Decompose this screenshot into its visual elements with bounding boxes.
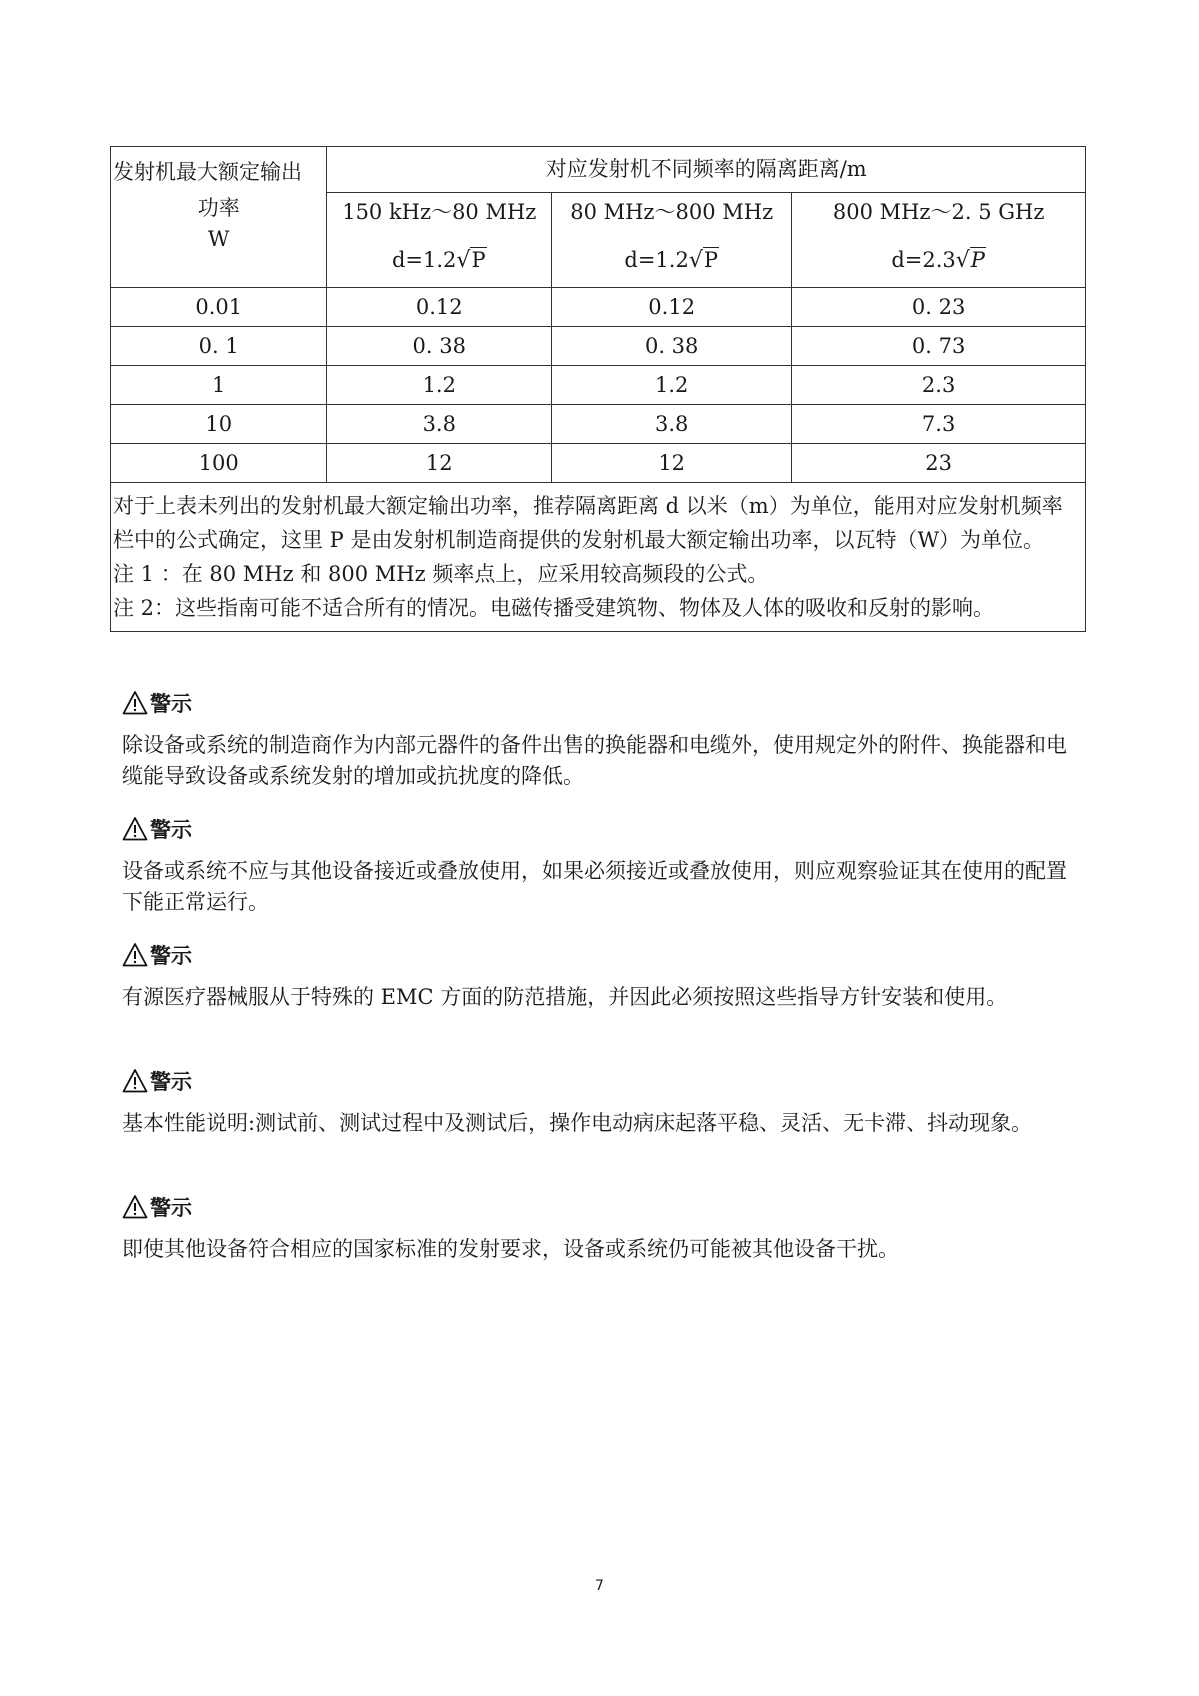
table-cell: 0. 38: [552, 327, 792, 366]
table-cell: 0. 23: [792, 288, 1086, 327]
table-cell: 7.3: [792, 405, 1086, 444]
table-cell: 23: [792, 444, 1086, 483]
table-cell: 3.8: [552, 405, 792, 444]
table-cell: 3.8: [327, 405, 552, 444]
warning-text: 即使其他设备符合相应的国家标准的发射要求，设备或系统仍可能被其他设备干扰。: [122, 1237, 899, 1261]
warning-text: 基本性能说明:测试前、测试过程中及测试后，操作电动病床起落平稳、灵活、无卡滞、抖动现象。: [122, 1111, 1033, 1135]
warning-block: [122, 1190, 1086, 1265]
table-cell: 12: [327, 444, 552, 483]
warning-heading: [122, 1190, 1086, 1224]
warning-heading: [122, 938, 1086, 972]
band-formula: d=1.2√P: [558, 245, 785, 277]
header-distance-title: 对应发射机不同频率的隔离距离/m: [327, 147, 1086, 193]
warning-text: 设备或系统不应与其他设备接近或叠放使用，如果必须接近或叠放使用，则应观察验证其在使用的配置下能正常运行。: [122, 859, 1067, 914]
sqrt-symbol: √P: [688, 248, 718, 274]
warning-triangle-icon: [122, 1068, 148, 1094]
header-power-line1: 发射机最大额定输出: [113, 160, 302, 184]
separation-distance-table: [110, 146, 1086, 632]
table-cell: 0.01: [111, 288, 327, 327]
warning-triangle-icon: [122, 816, 148, 842]
table-row: [111, 405, 1086, 444]
warning-block: [122, 686, 1086, 792]
warning-heading: [122, 1064, 1086, 1098]
band-range: 80 MHz～800 MHz: [570, 199, 774, 224]
band-formula: d=2.3√P: [798, 245, 1079, 277]
warning-title: 警示: [150, 692, 192, 716]
warning-heading: [122, 686, 1086, 720]
table-cell: 0. 38: [327, 327, 552, 366]
warning-triangle-icon: [122, 1194, 148, 1220]
table-cell: 100: [111, 444, 327, 483]
table-cell: 10: [111, 405, 327, 444]
band-formula: d=1.2√P: [333, 245, 545, 277]
page-number: 7: [595, 1578, 604, 1594]
warning-block: [122, 812, 1086, 918]
table-notes: [111, 483, 1086, 632]
band-range: 150 kHz～80 MHz: [342, 199, 537, 224]
table-cell: 0. 73: [792, 327, 1086, 366]
table-row: [111, 366, 1086, 405]
warning-block: [122, 1064, 1086, 1139]
table-cell: 0. 1: [111, 327, 327, 366]
band-header-3: [792, 192, 1086, 287]
warning-heading: [122, 812, 1086, 846]
table-cell: 0.12: [327, 288, 552, 327]
warning-text: 除设备或系统的制造商作为内部元器件的备件出售的换能器和电缆外，使用规定外的附件、换能器和电缆能导致设备或系统发射的增加或抗扰度的降低。: [122, 733, 1067, 788]
warning-title: 警示: [150, 818, 192, 842]
table-cell: 12: [552, 444, 792, 483]
table-cell: 1.2: [552, 366, 792, 405]
table-cell: 1.2: [327, 366, 552, 405]
note-main: 对于上表未列出的发射机最大额定输出功率，推荐隔离距离 d 以米（m）为单位，能用对应发射机频率栏中的公式确定，这里 P 是由发射机制造商提供的发射机最大额定输出功率，以瓦特（W）为单位。: [113, 494, 1063, 552]
note-1: 注 1 ：在 80 MHz 和 800 MHz 频率点上，应采用较高频段的公式。: [113, 562, 769, 586]
sqrt-symbol: √P: [955, 248, 985, 274]
header-power-line2: 功率: [197, 196, 240, 221]
table-cell: 0.12: [552, 288, 792, 327]
note-2: 注 2：这些指南可能不适合所有的情况。电磁传播受建筑物、物体及人体的吸收和反射的影响。: [113, 596, 995, 620]
band-header-2: [552, 192, 792, 287]
table-row: [111, 288, 1086, 327]
band-range: 800 MHz～2. 5 GHz: [832, 199, 1045, 224]
header-power-cell: [111, 147, 327, 288]
table-cell: 1: [111, 366, 327, 405]
warning-title: 警示: [150, 1196, 192, 1220]
sqrt-symbol: √P: [456, 248, 486, 274]
warning-triangle-icon: [122, 942, 148, 968]
warning-triangle-icon: [122, 690, 148, 716]
table-cell: 2.3: [792, 366, 1086, 405]
warning-title: 警示: [150, 1070, 192, 1094]
table-row: [111, 444, 1086, 483]
table-row: [111, 327, 1086, 366]
warning-block: [122, 938, 1086, 1013]
warning-title: 警示: [150, 944, 192, 968]
warning-text: 有源医疗器械服从于特殊的 EMC 方面的防范措施，并因此必须按照这些指导方针安装和使用。: [122, 985, 1008, 1009]
header-power-unit: W: [207, 226, 230, 251]
band-header-1: [327, 192, 552, 287]
